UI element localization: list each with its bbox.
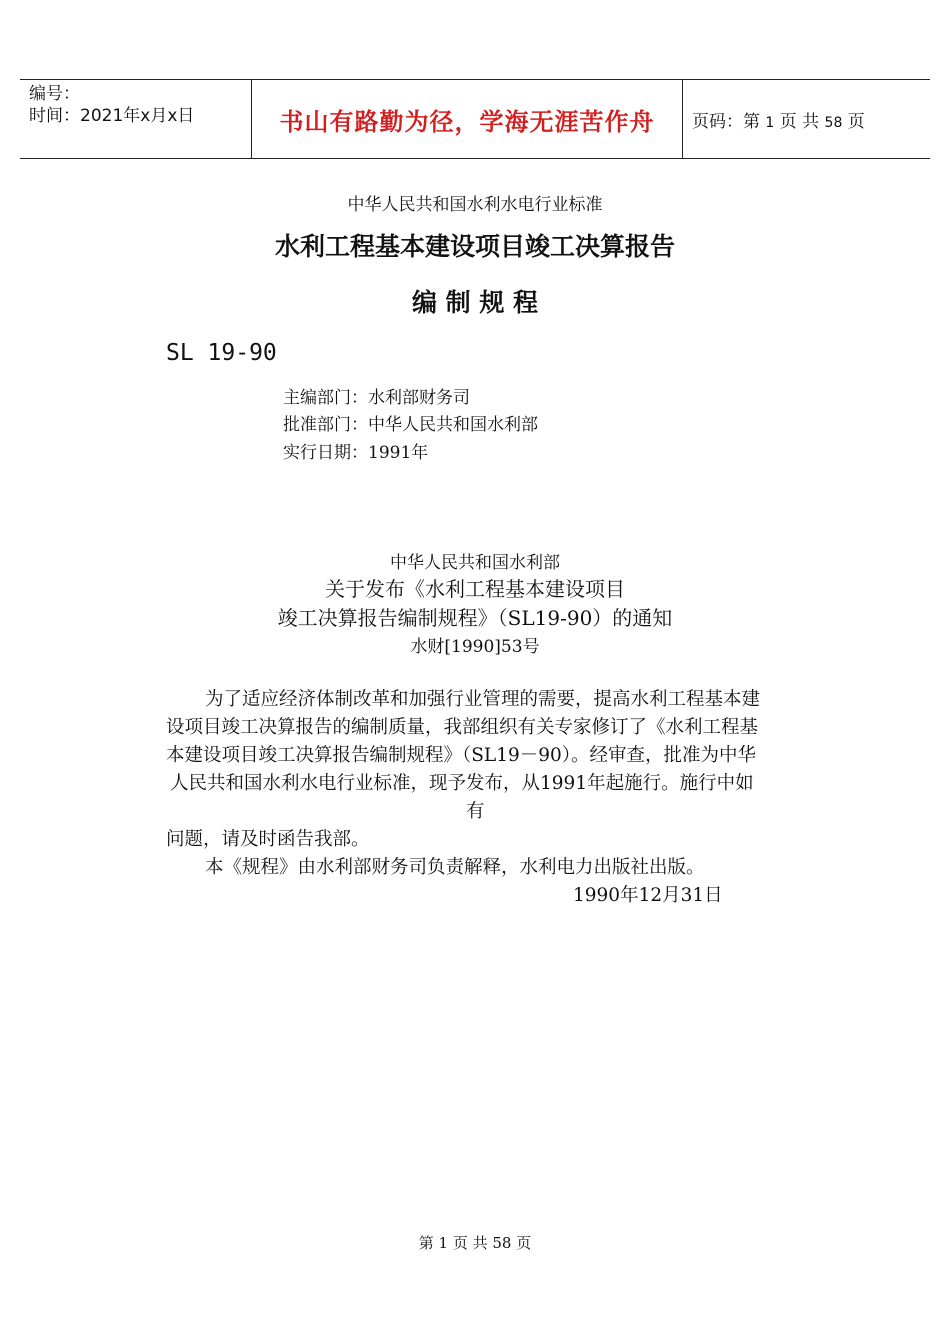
body-line: 问题，请及时函告我部。 [166, 829, 370, 850]
body-line: 本《规程》由水利部财务司负责解释，水利电力出版社出版。 [205, 857, 705, 878]
header-info [29, 83, 194, 127]
body-line: 人民共和国水利水电行业标准，现予发布，从1991年起施行。施行中如 [170, 773, 754, 794]
notice-doc-number: 水财[1990]53号 [410, 637, 540, 657]
signature-date: 1990年12月31日 [573, 885, 723, 906]
header-divider-right [682, 80, 683, 158]
body-line: 为了适应经济体制改革和加强行业管理的需要，提高水利工程基本建 [205, 689, 761, 710]
page-prefix: 页码：第 [692, 112, 760, 132]
page-mid: 页 共 [779, 112, 820, 132]
motto: 书山有路勤为径，学海无涯苦作舟 [279, 107, 655, 136]
body-line: 设项目竣工决算报告的编制质量，我部组织有关专家修订了《水利工程基 [166, 717, 759, 738]
time-label: 时间：2021年x月x日 [29, 106, 195, 126]
body-line: 本建设项目竣工决算报告编制规程》（SL19－90）。经审查，批准为中华 [166, 745, 757, 766]
header-table [20, 79, 930, 159]
meta-approver: 批准部门：中华人民共和国水利部 [283, 415, 538, 435]
number-label: 编号： [29, 84, 80, 104]
document-title: 水利工程基本建设项目竣工决算报告 [274, 232, 675, 261]
document-subtitle: 编 制 规 程 [411, 288, 539, 317]
page-suffix: 页 [847, 112, 865, 132]
page-number: 1 [765, 115, 775, 131]
notice-title-line2: 竣工决算报告编制规程》（SL19-90）的通知 [277, 606, 673, 630]
standard-code: SL 19-90 [166, 340, 277, 366]
meta-editor: 主编部门：水利部财务司 [283, 388, 470, 408]
page-total: 58 [824, 115, 843, 131]
notice-title-line1: 关于发布《水利工程基本建设项目 [325, 577, 625, 601]
body-line: 有 [466, 801, 485, 822]
page-indicator [692, 107, 865, 132]
industry-standard-label: 中华人民共和国水利水电行业标准 [347, 195, 603, 215]
notice-issuer: 中华人民共和国水利部 [390, 553, 560, 573]
page-footer: 第 1 页 共 58 页 [418, 1234, 532, 1252]
meta-effective-date: 实行日期：1991年 [283, 443, 429, 463]
